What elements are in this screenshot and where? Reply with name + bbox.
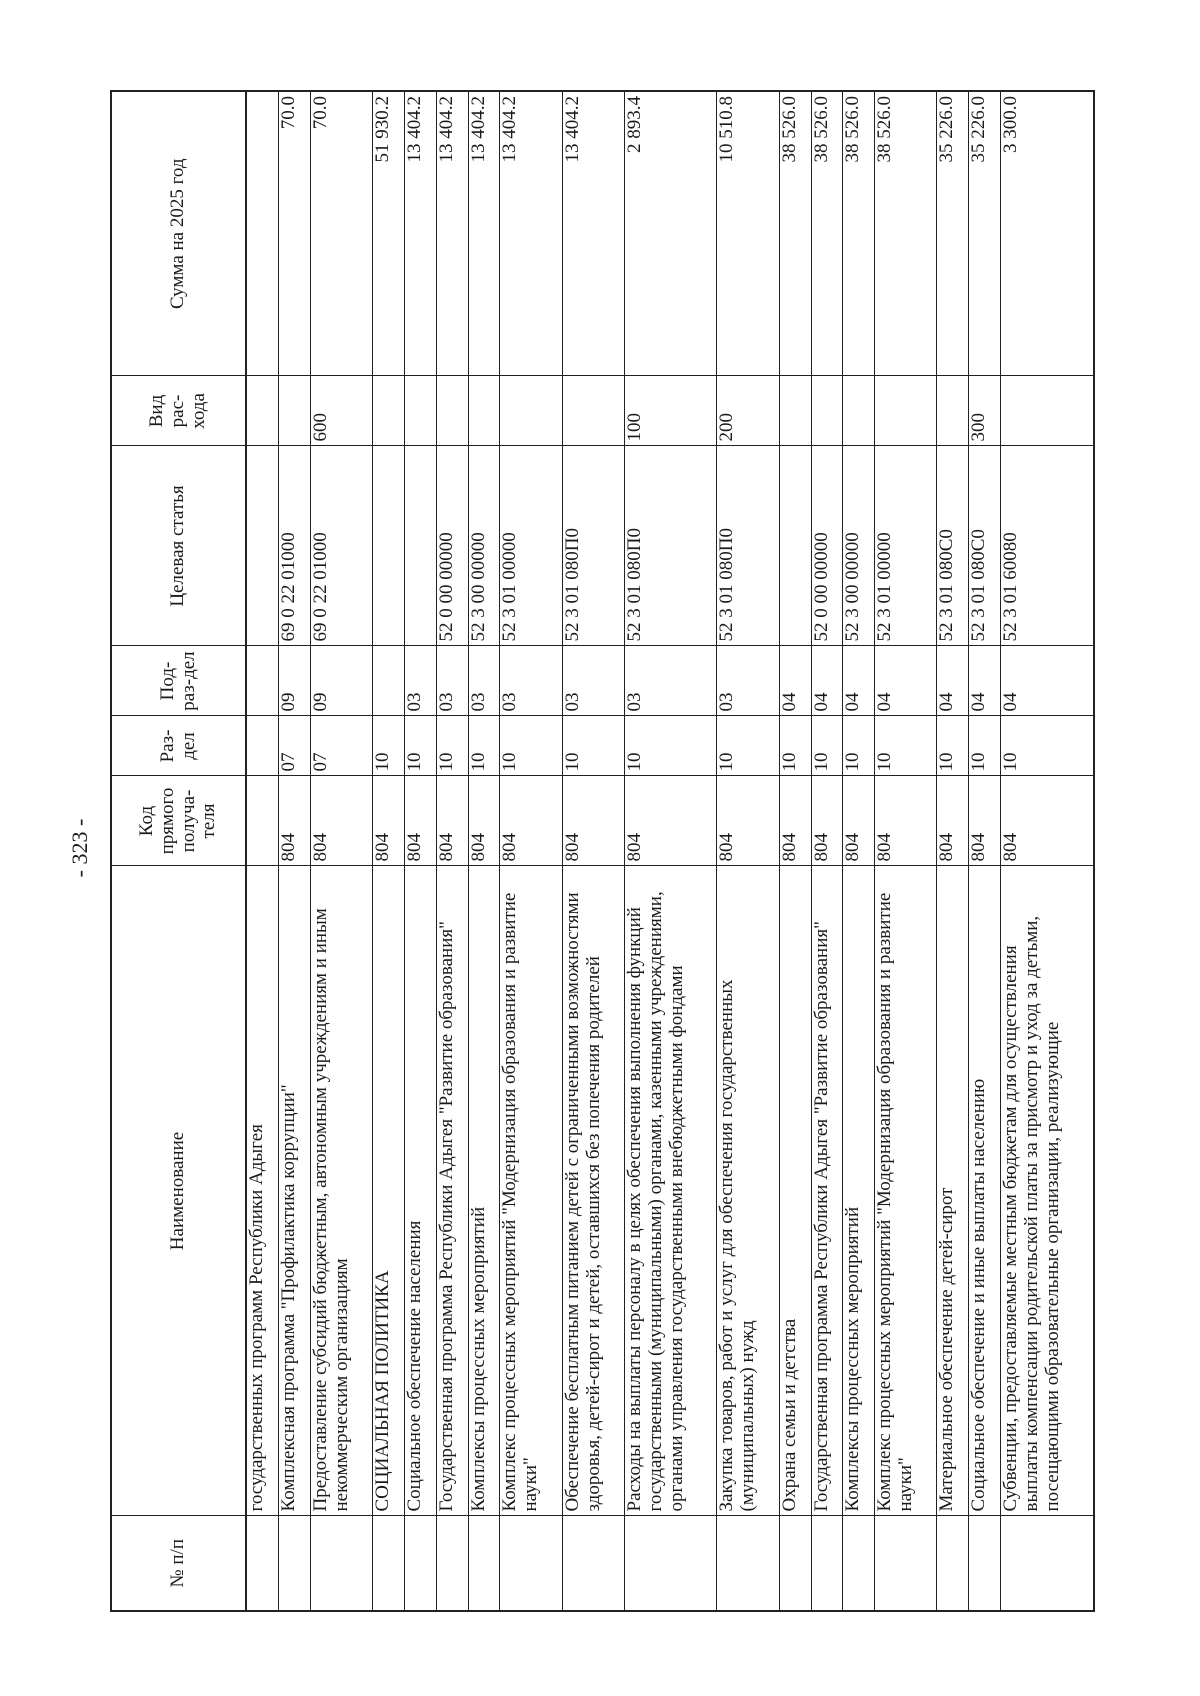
- cell-subsection: [246, 646, 279, 716]
- cell-name: СОЦИАЛЬНАЯ ПОЛИТИКА: [373, 866, 405, 1516]
- cell-section: 10: [373, 716, 405, 776]
- header-amount-2025: Сумма на 2025 год: [111, 91, 246, 376]
- cell-section: 10: [562, 716, 624, 776]
- cell-amount: 13 404.2: [562, 91, 624, 376]
- cell-amount: 35 226.0: [937, 91, 969, 376]
- budget-table-container: [110, 92, 1095, 1612]
- cell-expense-type: [1001, 376, 1094, 446]
- cell-recipient-code: 804: [969, 776, 1001, 866]
- cell-recipient-code: 804: [779, 776, 811, 866]
- cell-name: Социальное обеспечение населения: [404, 866, 436, 1516]
- cell-amount: 2 893.4: [624, 91, 717, 376]
- cell-expense-type: [937, 376, 969, 446]
- cell-recipient-code: 804: [436, 776, 468, 866]
- cell-amount: 70.0: [279, 91, 311, 376]
- cell-target-article: 52 3 01 080П0: [562, 446, 624, 646]
- cell-section: [246, 716, 279, 776]
- cell-expense-type: [875, 376, 937, 446]
- cell-amount: 13 404.2: [500, 91, 562, 376]
- cell-amount: 70.0: [310, 91, 372, 376]
- cell-num: [279, 1516, 311, 1611]
- cell-subsection: 03: [500, 646, 562, 716]
- cell-expense-type: [436, 376, 468, 446]
- cell-recipient-code: 804: [717, 776, 779, 866]
- table-row: [1001, 91, 1094, 1611]
- cell-num: [1001, 1516, 1094, 1611]
- cell-subsection: 04: [937, 646, 969, 716]
- cell-target-article: 69 0 22 01000: [310, 446, 372, 646]
- cell-recipient-code: 804: [1001, 776, 1094, 866]
- table-row: [436, 91, 468, 1611]
- table-row: [937, 91, 969, 1611]
- cell-name: Комплексы процессных мероприятий: [843, 866, 875, 1516]
- cell-target-article: 52 3 01 080С0: [969, 446, 1001, 646]
- cell-name: Субвенции, предоставляемые местным бюджетам для осуществления выплаты компенсации родительской платы за присмотр и уход за детьми, посещающими образовательные организации, реализующие: [1001, 866, 1094, 1516]
- cell-expense-type: [404, 376, 436, 446]
- cell-target-article: 52 3 00 00000: [843, 446, 875, 646]
- cell-section: 10: [404, 716, 436, 776]
- table-row: [811, 91, 843, 1611]
- cell-name: Комплекс процессных мероприятий "Модернизация образования и развитие науки": [875, 866, 937, 1516]
- table-row: [246, 91, 279, 1611]
- cell-num: [373, 1516, 405, 1611]
- cell-expense-type: [500, 376, 562, 446]
- cell-section: 10: [937, 716, 969, 776]
- cell-subsection: 04: [779, 646, 811, 716]
- cell-name: Охрана семьи и детства: [779, 866, 811, 1516]
- cell-recipient-code: 804: [310, 776, 372, 866]
- cell-num: [310, 1516, 372, 1611]
- cell-amount: 3 300.0: [1001, 91, 1094, 376]
- header-expense-type: Вид рас-хода: [111, 376, 246, 446]
- budget-table: [110, 90, 1095, 1612]
- page-number: - 323 -: [67, 818, 92, 878]
- cell-expense-type: 600: [310, 376, 372, 446]
- cell-num: [562, 1516, 624, 1611]
- cell-subsection: 09: [310, 646, 372, 716]
- cell-num: [969, 1516, 1001, 1611]
- cell-recipient-code: 804: [404, 776, 436, 866]
- cell-recipient-code: 804: [468, 776, 500, 866]
- cell-target-article: [404, 446, 436, 646]
- cell-num: [624, 1516, 717, 1611]
- cell-subsection: 03: [436, 646, 468, 716]
- cell-name: государственных программ Республики Адыгея: [246, 866, 279, 1516]
- cell-target-article: 52 0 00 00000: [436, 446, 468, 646]
- cell-amount: 13 404.2: [436, 91, 468, 376]
- cell-target-article: 52 3 01 00000: [500, 446, 562, 646]
- cell-name: Государственная программа Республики Адыгея "Развитие образования": [811, 866, 843, 1516]
- cell-name: Государственная программа Республики Адыгея "Развитие образования": [436, 866, 468, 1516]
- cell-name: Предоставление субсидий бюджетным, автономным учреждениям и иным некоммерческим организациям: [310, 866, 372, 1516]
- header-name: Наименование: [111, 866, 246, 1516]
- table-row: [779, 91, 811, 1611]
- cell-expense-type: 300: [969, 376, 1001, 446]
- cell-name: Комплексы процессных мероприятий: [468, 866, 500, 1516]
- header-subsection: Под-раз-дел: [111, 646, 246, 716]
- cell-num: [875, 1516, 937, 1611]
- cell-expense-type: [373, 376, 405, 446]
- table-body: [246, 91, 1094, 1611]
- cell-section: 10: [843, 716, 875, 776]
- cell-name: Материальное обеспечение детей-сирот: [937, 866, 969, 1516]
- cell-section: 07: [310, 716, 372, 776]
- cell-expense-type: [279, 376, 311, 446]
- table-row: [624, 91, 717, 1611]
- cell-target-article: [779, 446, 811, 646]
- table-row: [562, 91, 624, 1611]
- cell-recipient-code: 804: [811, 776, 843, 866]
- cell-amount: 38 526.0: [811, 91, 843, 376]
- cell-num: [937, 1516, 969, 1611]
- cell-subsection: 04: [843, 646, 875, 716]
- cell-num: [843, 1516, 875, 1611]
- cell-recipient-code: 804: [373, 776, 405, 866]
- cell-subsection: 03: [717, 646, 779, 716]
- cell-target-article: [373, 446, 405, 646]
- cell-target-article: 52 3 01 60080: [1001, 446, 1094, 646]
- cell-amount: 10 510.8: [717, 91, 779, 376]
- cell-section: 10: [468, 716, 500, 776]
- cell-recipient-code: 804: [843, 776, 875, 866]
- cell-amount: 13 404.2: [404, 91, 436, 376]
- cell-subsection: 04: [1001, 646, 1094, 716]
- cell-name: Комплекс процессных мероприятий "Модернизация образования и развитие науки": [500, 866, 562, 1516]
- cell-recipient-code: 804: [562, 776, 624, 866]
- cell-subsection: 04: [875, 646, 937, 716]
- cell-num: [779, 1516, 811, 1611]
- cell-num: [404, 1516, 436, 1611]
- cell-section: 10: [436, 716, 468, 776]
- cell-subsection: 04: [811, 646, 843, 716]
- cell-recipient-code: 804: [624, 776, 717, 866]
- cell-name: Обеспечение бесплатным питанием детей с ограниченными возможностями здоровья, детей-сирот и детей, оставшихся без попечения родителей: [562, 866, 624, 1516]
- cell-expense-type: [246, 376, 279, 446]
- cell-section: 10: [811, 716, 843, 776]
- cell-subsection: 04: [969, 646, 1001, 716]
- cell-section: 10: [779, 716, 811, 776]
- cell-recipient-code: 804: [279, 776, 311, 866]
- cell-recipient-code: 804: [500, 776, 562, 866]
- cell-subsection: 09: [279, 646, 311, 716]
- cell-num: [468, 1516, 500, 1611]
- cell-amount: 51 930.2: [373, 91, 405, 376]
- cell-subsection: 03: [404, 646, 436, 716]
- cell-subsection: 03: [562, 646, 624, 716]
- table-row: [310, 91, 372, 1611]
- cell-name: Социальное обеспечение и иные выплаты населению: [969, 866, 1001, 1516]
- cell-num: [717, 1516, 779, 1611]
- table-row: [468, 91, 500, 1611]
- table-header-row: [111, 91, 246, 1611]
- cell-expense-type: [843, 376, 875, 446]
- cell-target-article: 52 3 01 080С0: [937, 446, 969, 646]
- cell-target-article: [246, 446, 279, 646]
- cell-target-article: 52 3 01 080П0: [624, 446, 717, 646]
- cell-recipient-code: [246, 776, 279, 866]
- table-row: [373, 91, 405, 1611]
- cell-subsection: 03: [624, 646, 717, 716]
- table-row: [969, 91, 1001, 1611]
- table-row: [279, 91, 311, 1611]
- cell-expense-type: [468, 376, 500, 446]
- table-row: [717, 91, 779, 1611]
- cell-amount: 38 526.0: [875, 91, 937, 376]
- cell-expense-type: [779, 376, 811, 446]
- cell-name: Закупка товаров, работ и услуг для обеспечения государственных (муниципальных) нужд: [717, 866, 779, 1516]
- cell-num: [436, 1516, 468, 1611]
- cell-amount: 35 226.0: [969, 91, 1001, 376]
- cell-section: 10: [717, 716, 779, 776]
- cell-recipient-code: 804: [937, 776, 969, 866]
- cell-recipient-code: 804: [875, 776, 937, 866]
- table-row: [500, 91, 562, 1611]
- cell-amount: 38 526.0: [843, 91, 875, 376]
- cell-name: Расходы на выплаты персоналу в целях обеспечения выполнения функций государственными (муниципальными) органами, казенными учреждениями, органами управления государственными внебюджетными фондами: [624, 866, 717, 1516]
- cell-target-article: 52 3 01 00000: [875, 446, 937, 646]
- table-row: [404, 91, 436, 1611]
- cell-expense-type: [811, 376, 843, 446]
- cell-expense-type: 100: [624, 376, 717, 446]
- header-target-article: Целевая статья: [111, 446, 246, 646]
- cell-subsection: [373, 646, 405, 716]
- cell-section: 10: [500, 716, 562, 776]
- table-row: [875, 91, 937, 1611]
- header-section: Раз-дел: [111, 716, 246, 776]
- header-num: № п/п: [111, 1516, 246, 1611]
- cell-num: [500, 1516, 562, 1611]
- cell-target-article: 52 3 00 00000: [468, 446, 500, 646]
- cell-target-article: 69 0 22 01000: [279, 446, 311, 646]
- cell-section: 07: [279, 716, 311, 776]
- cell-amount: [246, 91, 279, 376]
- cell-section: 10: [1001, 716, 1094, 776]
- cell-subsection: 03: [468, 646, 500, 716]
- cell-section: 10: [969, 716, 1001, 776]
- cell-section: 10: [624, 716, 717, 776]
- cell-target-article: 52 0 00 00000: [811, 446, 843, 646]
- table-row: [843, 91, 875, 1611]
- header-recipient-code: Код прямого получа-теля: [111, 776, 246, 866]
- cell-section: 10: [875, 716, 937, 776]
- cell-num: [246, 1516, 279, 1611]
- cell-name: Комплексная программа "Профилактика коррупции": [279, 866, 311, 1516]
- cell-expense-type: 200: [717, 376, 779, 446]
- cell-expense-type: [562, 376, 624, 446]
- cell-num: [811, 1516, 843, 1611]
- cell-amount: 38 526.0: [779, 91, 811, 376]
- cell-target-article: 52 3 01 080П0: [717, 446, 779, 646]
- cell-amount: 13 404.2: [468, 91, 500, 376]
